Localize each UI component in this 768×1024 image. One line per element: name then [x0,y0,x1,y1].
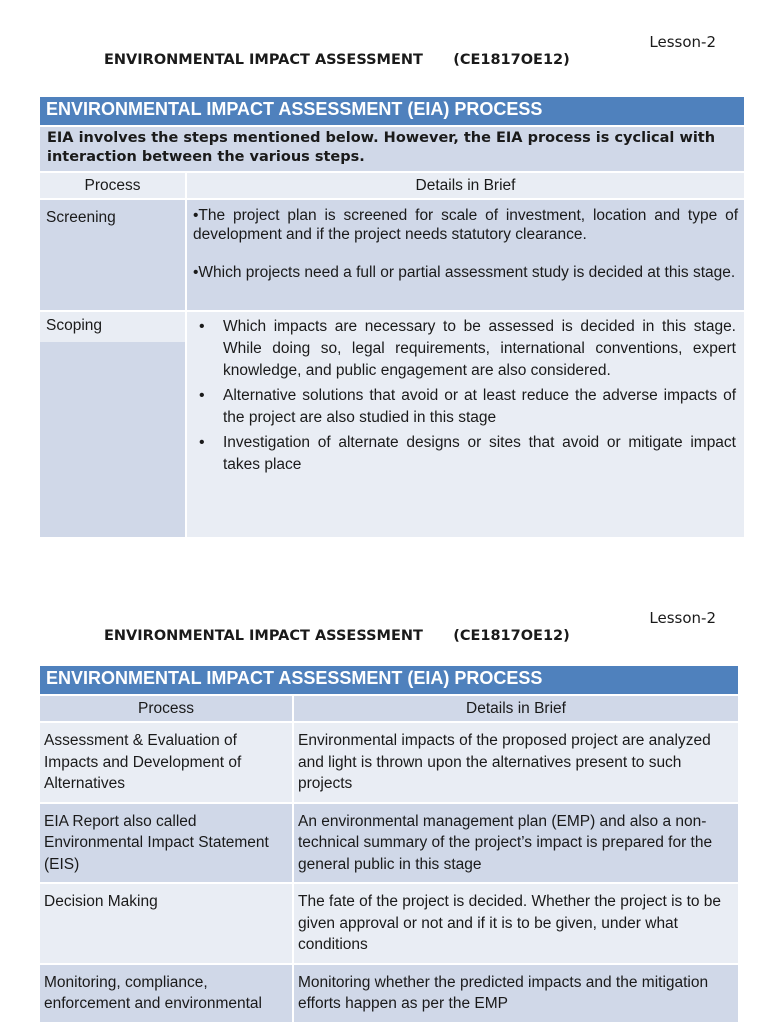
process-label: Scoping [40,312,185,342]
detail-paragraph: •Which projects need a full or partial assessment study is decided at this stage. [193,264,736,281]
process-cell: Decision Making [39,883,293,964]
table-row [39,883,739,964]
eia-process-table-2 [38,664,740,1024]
table-row [39,964,739,1023]
details-cell: The fate of the project is decided. Whether the project is to be given approval or not and if it is to be given, under what conditions [293,883,739,964]
details-cell: Environmental impacts of the proposed project are analyzed and light is thrown upon the alternatives present to such projects [293,722,739,803]
course-title: ENVIRONMENTAL IMPACT ASSESSMENT (CE1817OE12) [104,52,570,68]
process-cell: Screening [39,199,186,311]
details-cell: An environmental management plan (EMP) and also a non-technical summary of the project’s impact is prepared for the general public in this stage [293,803,739,884]
process-cell [39,311,186,538]
table-intro: EIA involves the steps mentioned below. However, the EIA process is cyclical with interaction between the various steps. [39,126,745,172]
lesson-label: Lesson-2 [649,33,716,51]
eia-process-table-1 [38,95,746,539]
table-row [39,722,739,803]
process-cell: EIA Report also called Environmental Impact Statement (EIS) [39,803,293,884]
list-item: • Alternative solutions that avoid or at least reduce the adverse impacts of the project are also studied in this stage [223,385,736,429]
table-row [39,311,745,538]
detail-bullet-list [193,316,736,476]
column-header-process: Process [39,172,186,199]
column-header-process: Process [39,695,293,722]
column-header-details: Details in Brief [186,172,745,199]
details-cell [186,311,745,538]
course-title: ENVIRONMENTAL IMPACT ASSESSMENT (CE1817OE12) [104,628,570,644]
details-cell: Monitoring whether the predicted impacts and the mitigation efforts happen as per the EMP [293,964,739,1023]
table-title: ENVIRONMENTAL IMPACT ASSESSMENT (EIA) PROCESS [39,96,745,126]
lesson-label: Lesson-2 [649,609,716,627]
table-title: ENVIRONMENTAL IMPACT ASSESSMENT (EIA) PROCESS [39,665,739,695]
process-cell: Assessment & Evaluation of Impacts and Development of Alternatives [39,722,293,803]
list-item: • Which impacts are necessary to be assessed is decided in this stage. While doing so, legal requirements, international conventions, expert knowledge, and public engagement are also considered. [223,316,736,382]
column-header-details: Details in Brief [293,695,739,722]
table-row [39,803,739,884]
table-row [39,199,745,311]
details-cell [186,199,745,311]
process-cell: Monitoring, compliance, enforcement and environmental [39,964,293,1023]
list-item: • Investigation of alternate designs or sites that avoid or mitigate impact takes place [223,432,736,476]
detail-paragraph: •The project plan is screened for scale of investment, location and type of development and if the project needs statutory clearance. [193,207,738,243]
